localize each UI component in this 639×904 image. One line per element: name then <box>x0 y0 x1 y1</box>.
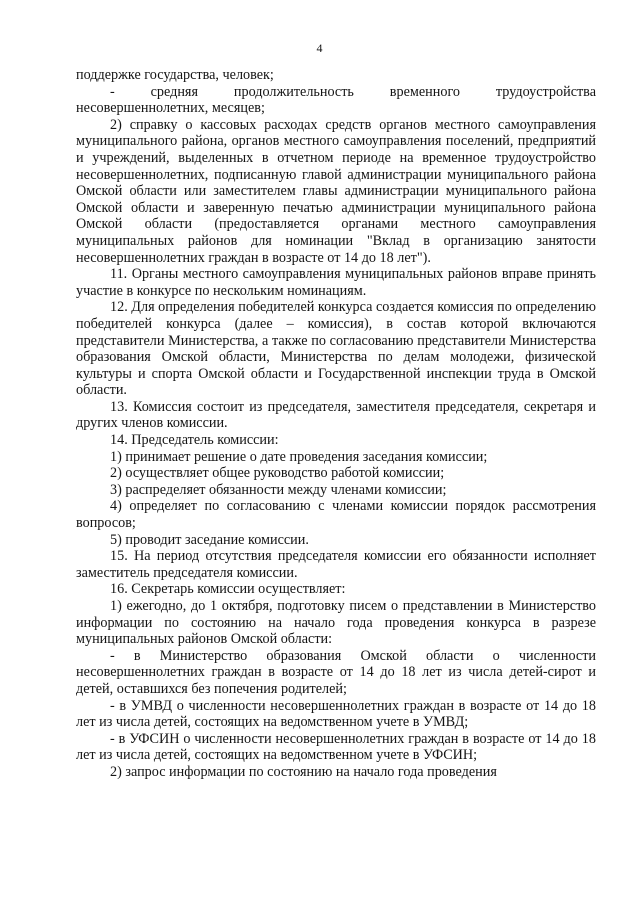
paragraph: - в УМВД о численности несовершеннолетних граждан в возрасте от 14 до 18 лет из числа детей, состоящих на ведомственном учете в УМВД; <box>76 697 596 731</box>
paragraph: 11. Органы местного самоуправления муниципальных районов вправе принять участие в конкурсе по нескольким номинациям. <box>76 266 596 299</box>
paragraph: 13. Комиссия состоит из председателя, заместителя председателя, секретаря и других членов комиссии. <box>76 398 596 432</box>
paragraph: 5) проводит заседание комиссии. <box>110 531 309 548</box>
paragraph: - средняя продолжительность временного трудоустройства несовершеннолетних, месяцев; <box>76 83 596 117</box>
paragraph: поддержке государства, человек; <box>76 67 274 83</box>
paragraph: 2) осуществляет общее руководство работой комиссии; <box>110 465 445 482</box>
paragraph: 16. Секретарь комиссии осуществляет: <box>110 581 346 598</box>
paragraph: 4) определяет по согласованию с членами комиссии порядок рассмотрения вопросов; <box>76 498 596 532</box>
paragraph: - в Министерство образования Омской области о численности несовершеннолетних граждан в возрасте от 14 до 18 лет из числа детей-сирот и детей, оставшихся без попечения родителей; <box>76 647 596 697</box>
paragraph: 12. Для определения победителей конкурса создается комиссия по определению победителей конкурса (далее – комиссия), в состав которой включаются представители Министерства, а также по согласованию представители Министерства образования Омской области, Министерства по делам молодежи, физической культуры и спорта Омской области и Государственной инспекции труда в Омской области. <box>76 299 596 399</box>
paragraph: 1) принимает решение о дате проведения заседания комиссии; <box>110 448 488 465</box>
document-body <box>76 67 596 781</box>
paragraph: - в УФСИН о численности несовершеннолетних граждан в возрасте от 14 до 18 лет из числа детей, состоящих на ведомственном учете в УФСИН; <box>76 730 596 764</box>
paragraph: 2) справку о кассовых расходах средств органов местного самоуправления муниципального района, органов местного самоуправления поселений, предприятий и учреждений, выделенных в отчетном периоде на временное трудоустройство несовершеннолетних, подписанную главой администрации муниципального района Омской области или заместителем главы администрации муниципального района Омской области и заверенную печатью администрации муниципального района Омской области (предоставляется органами местного самоуправления муниципальных районов для номинации "Вклад в организацию занятости несовершеннолетних граждан в возрасте от 14 до 18 лет"). <box>76 116 596 266</box>
page-number: 4 <box>316 41 323 55</box>
paragraph: 15. На период отсутствия председателя комиссии его обязанности исполняет заместитель председателя комиссии. <box>76 548 596 581</box>
paragraph: 14. Председатель комиссии: <box>110 432 279 449</box>
paragraph: 3) распределяет обязанности между членами комиссии; <box>110 481 447 498</box>
paragraph: 2) запрос информации по состоянию на начало года проведения <box>110 763 497 780</box>
paragraph: 1) ежегодно, до 1 октября, подготовку писем о представлении в Министерство информации по состоянию на начало года проведения конкурса в разрезе муниципальных районов Омской области: <box>76 598 596 648</box>
